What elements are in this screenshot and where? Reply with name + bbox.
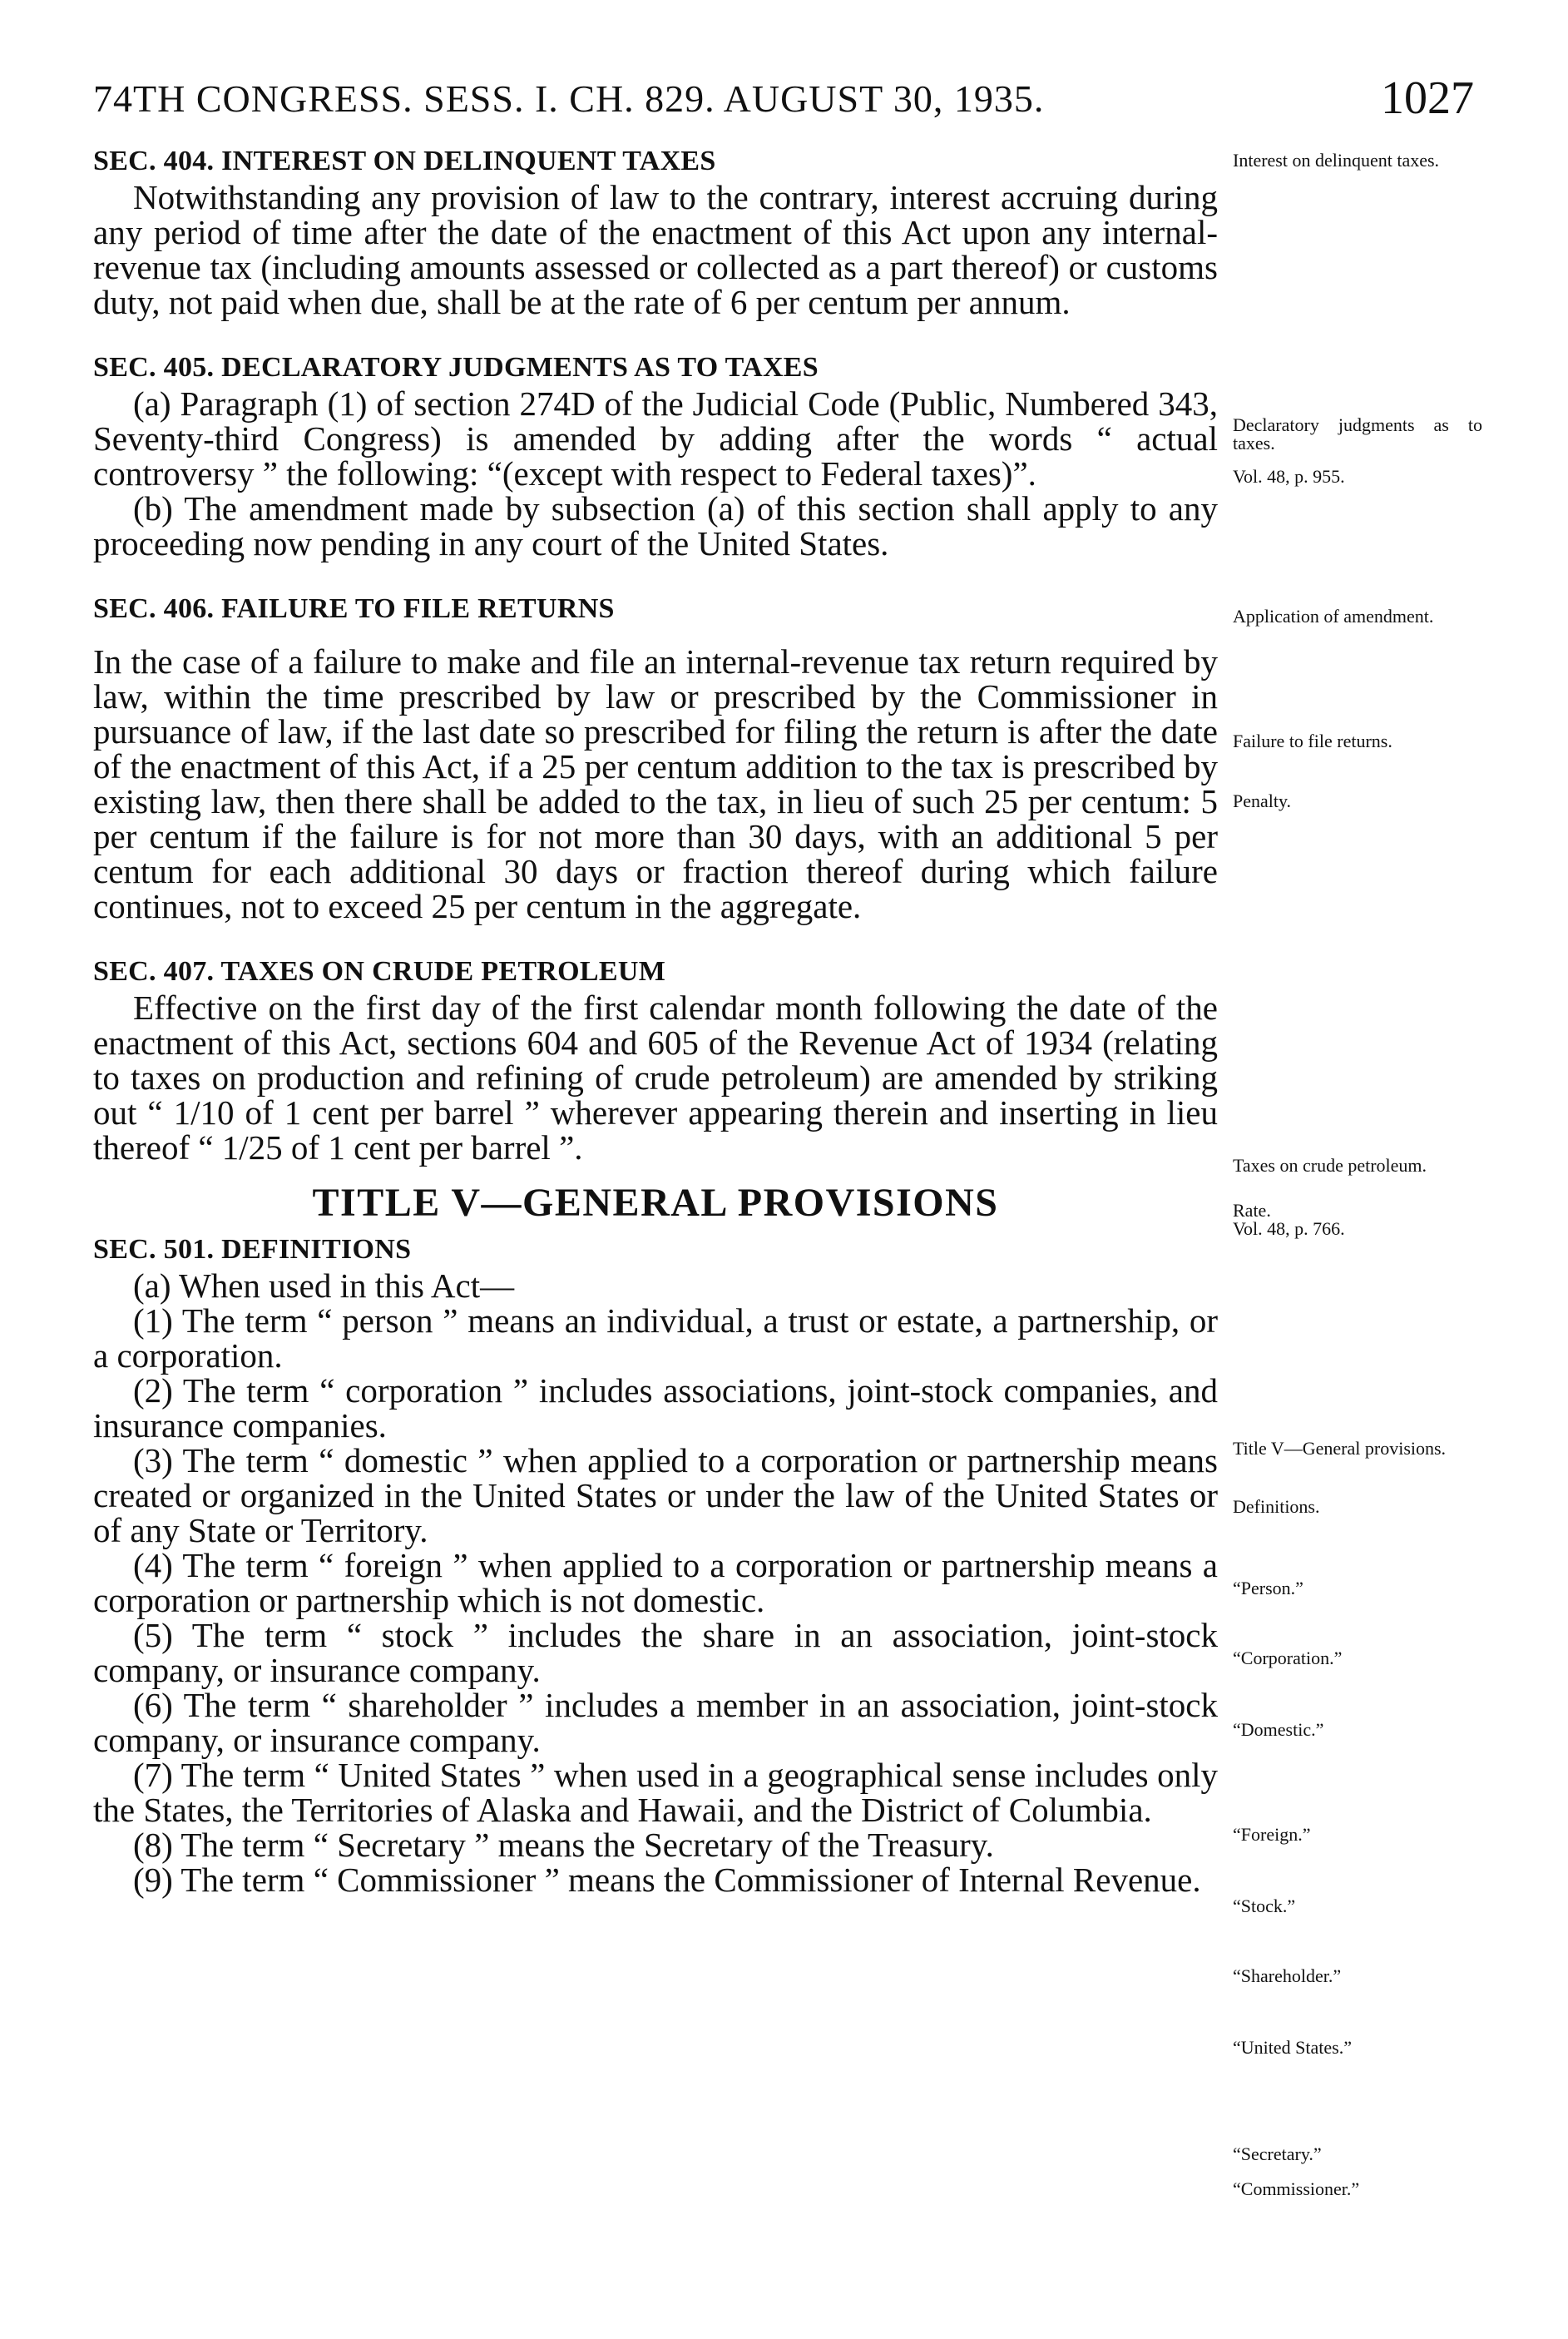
margin-note-corporation: “Corporation.” (1233, 1648, 1343, 1668)
margin-note-united-states: “United States.” (1233, 2037, 1352, 2058)
definition-stock: (5) The term “ stock ” includes the share in an association, joint-stock company, or insurance company. (93, 1616, 1218, 1689)
sec-404-text: Notwithstanding any provision of law to the contrary, interest accruing during any period of time after the date of the enactment of this Act upon any internal-revenue tax (including amounts assessed or collected as a part thereof) or customs duty, not paid when due, shall be at the rate of 6 per centum per annum. (93, 178, 1218, 321)
running-header (93, 72, 1474, 135)
definition-foreign: (4) The term “ foreign ” when applied to a corporation or partnership means a corporation or partnership which is not domestic. (93, 1546, 1218, 1619)
margin-note-crude: Taxes on crude petroleum. (1233, 1155, 1427, 1176)
running-head: 74TH CONGRESS. SESS. I. CH. 829. AUGUST 30, 1935. (93, 77, 1045, 120)
sec-407-text: Effective on the first day of the first calendar month following the date of the enactment of this Act, sections 604 and 605 of the Revenue Act of 1934 (relating to taxes on production and refining of crude petroleum) are amended by striking out “ 1/10 of 1 cent per barrel ” wherever appearing therein and inserting in lieu thereof “ 1/25 of 1 cent per barrel ”. (93, 989, 1218, 1167)
margin-note-failure: Failure to file returns. (1233, 731, 1392, 751)
sec-501-intro: (a) When used in this Act— (133, 1266, 515, 1305)
margin-note-shareholder: “Shareholder.” (1233, 1965, 1342, 1986)
sec-405-heading: SEC. 405. DECLARATORY JUDGMENTS AS TO TAXES (93, 352, 819, 383)
page-number: 1027 (1381, 72, 1474, 124)
margin-note-foreign: “Foreign.” (1233, 1824, 1311, 1845)
margin-note-application: Application of amendment. (1233, 606, 1434, 627)
margin-note-vol48-766: Vol. 48, p. 766. (1233, 1218, 1345, 1239)
definition-person: (1) The term “ person ” means an individual, a trust or estate, a partnership, or a corporation. (93, 1301, 1218, 1375)
sec-405-a: (a) Paragraph (1) of section 274D of the Judicial Code (Public, Numbered 343, Seventy-third Congress) is amended by adding after the words “ actual controversy ” the following: “(except with respect to Federal taxes)”. (93, 384, 1218, 493)
margin-note-declaratory: Declaratory judgments as to taxes. (1233, 414, 1482, 453)
margin-note-commissioner: “Commissioner.” (1233, 2178, 1360, 2199)
margin-note-definitions: Definitions. (1233, 1496, 1320, 1517)
sec-407-heading: SEC. 407. TAXES ON CRUDE PETROLEUM (93, 956, 666, 987)
definition-corporation: (2) The term “ corporation ” includes associations, joint-stock companies, and insurance companies. (93, 1371, 1218, 1445)
margin-note-title-v: Title V—General provisions. (1233, 1438, 1447, 1459)
definition-united-states: (7) The term “ United States ” when used in a geographical sense includes only the States, the Territories of Alaska and Hawaii, and the District of Columbia. (93, 1756, 1218, 1829)
margin-note-domestic: “Domestic.” (1233, 1719, 1324, 1740)
title-v-heading: TITLE V—GENERAL PROVISIONS (312, 1181, 999, 1225)
margin-note-vol48-955: Vol. 48, p. 955. (1233, 466, 1345, 487)
sec-406-heading: SEC. 406. FAILURE TO FILE RETURNS (93, 593, 615, 624)
margin-note-interest: Interest on delinquent taxes. (1233, 150, 1440, 171)
sec-501-heading: SEC. 501. DEFINITIONS (93, 1234, 412, 1265)
sec-406-text: In the case of a failure to make and file an internal-revenue tax return required by law, within the time prescribed by law or prescribed by the Commissioner in pursuance of law, if the last date so prescribed for filing the return is after the date of the enactment of this Act, if a 25 per centum addition to the tax is prescribed by existing law, then there shall be added to the tax, in lieu of such 25 per centum: 5 per centum if the failure is for not more than 30 days, with an additional 5 per centum for each additional 30 days or fraction thereof during which failure continues, not to exceed 25 per centum in the aggregate. (93, 642, 1218, 925)
sec-405-b: (b) The amendment made by subsection (a) of this section shall apply to any proceeding now pending in any court of the United States. (93, 489, 1218, 562)
definition-domestic: (3) The term “ domestic ” when applied to a corporation or partnership means created or organized in the United States or under the law of the United States or of any State or Territory. (93, 1441, 1218, 1549)
definition-commissioner: (9) The term “ Commissioner ” means the Commissioner of Internal Revenue. (133, 1861, 1201, 1899)
definition-shareholder: (6) The term “ shareholder ” includes a member in an association, joint-stock company, or insurance company. (93, 1686, 1218, 1759)
margin-note-person: “Person.” (1233, 1578, 1303, 1598)
sec-404-heading: SEC. 404. INTEREST ON DELINQUENT TAXES (93, 146, 716, 176)
main-text-column (93, 143, 1218, 1897)
definition-secretary: (8) The term “ Secretary ” means the Secretary of the Treasury. (133, 1826, 994, 1864)
margin-note-stock: “Stock.” (1233, 1895, 1296, 1916)
margin-note-penalty: Penalty. (1233, 790, 1292, 811)
margin-note-secretary: “Secretary.” (1233, 2143, 1322, 2164)
margin-note-rate: Rate. (1233, 1200, 1271, 1221)
